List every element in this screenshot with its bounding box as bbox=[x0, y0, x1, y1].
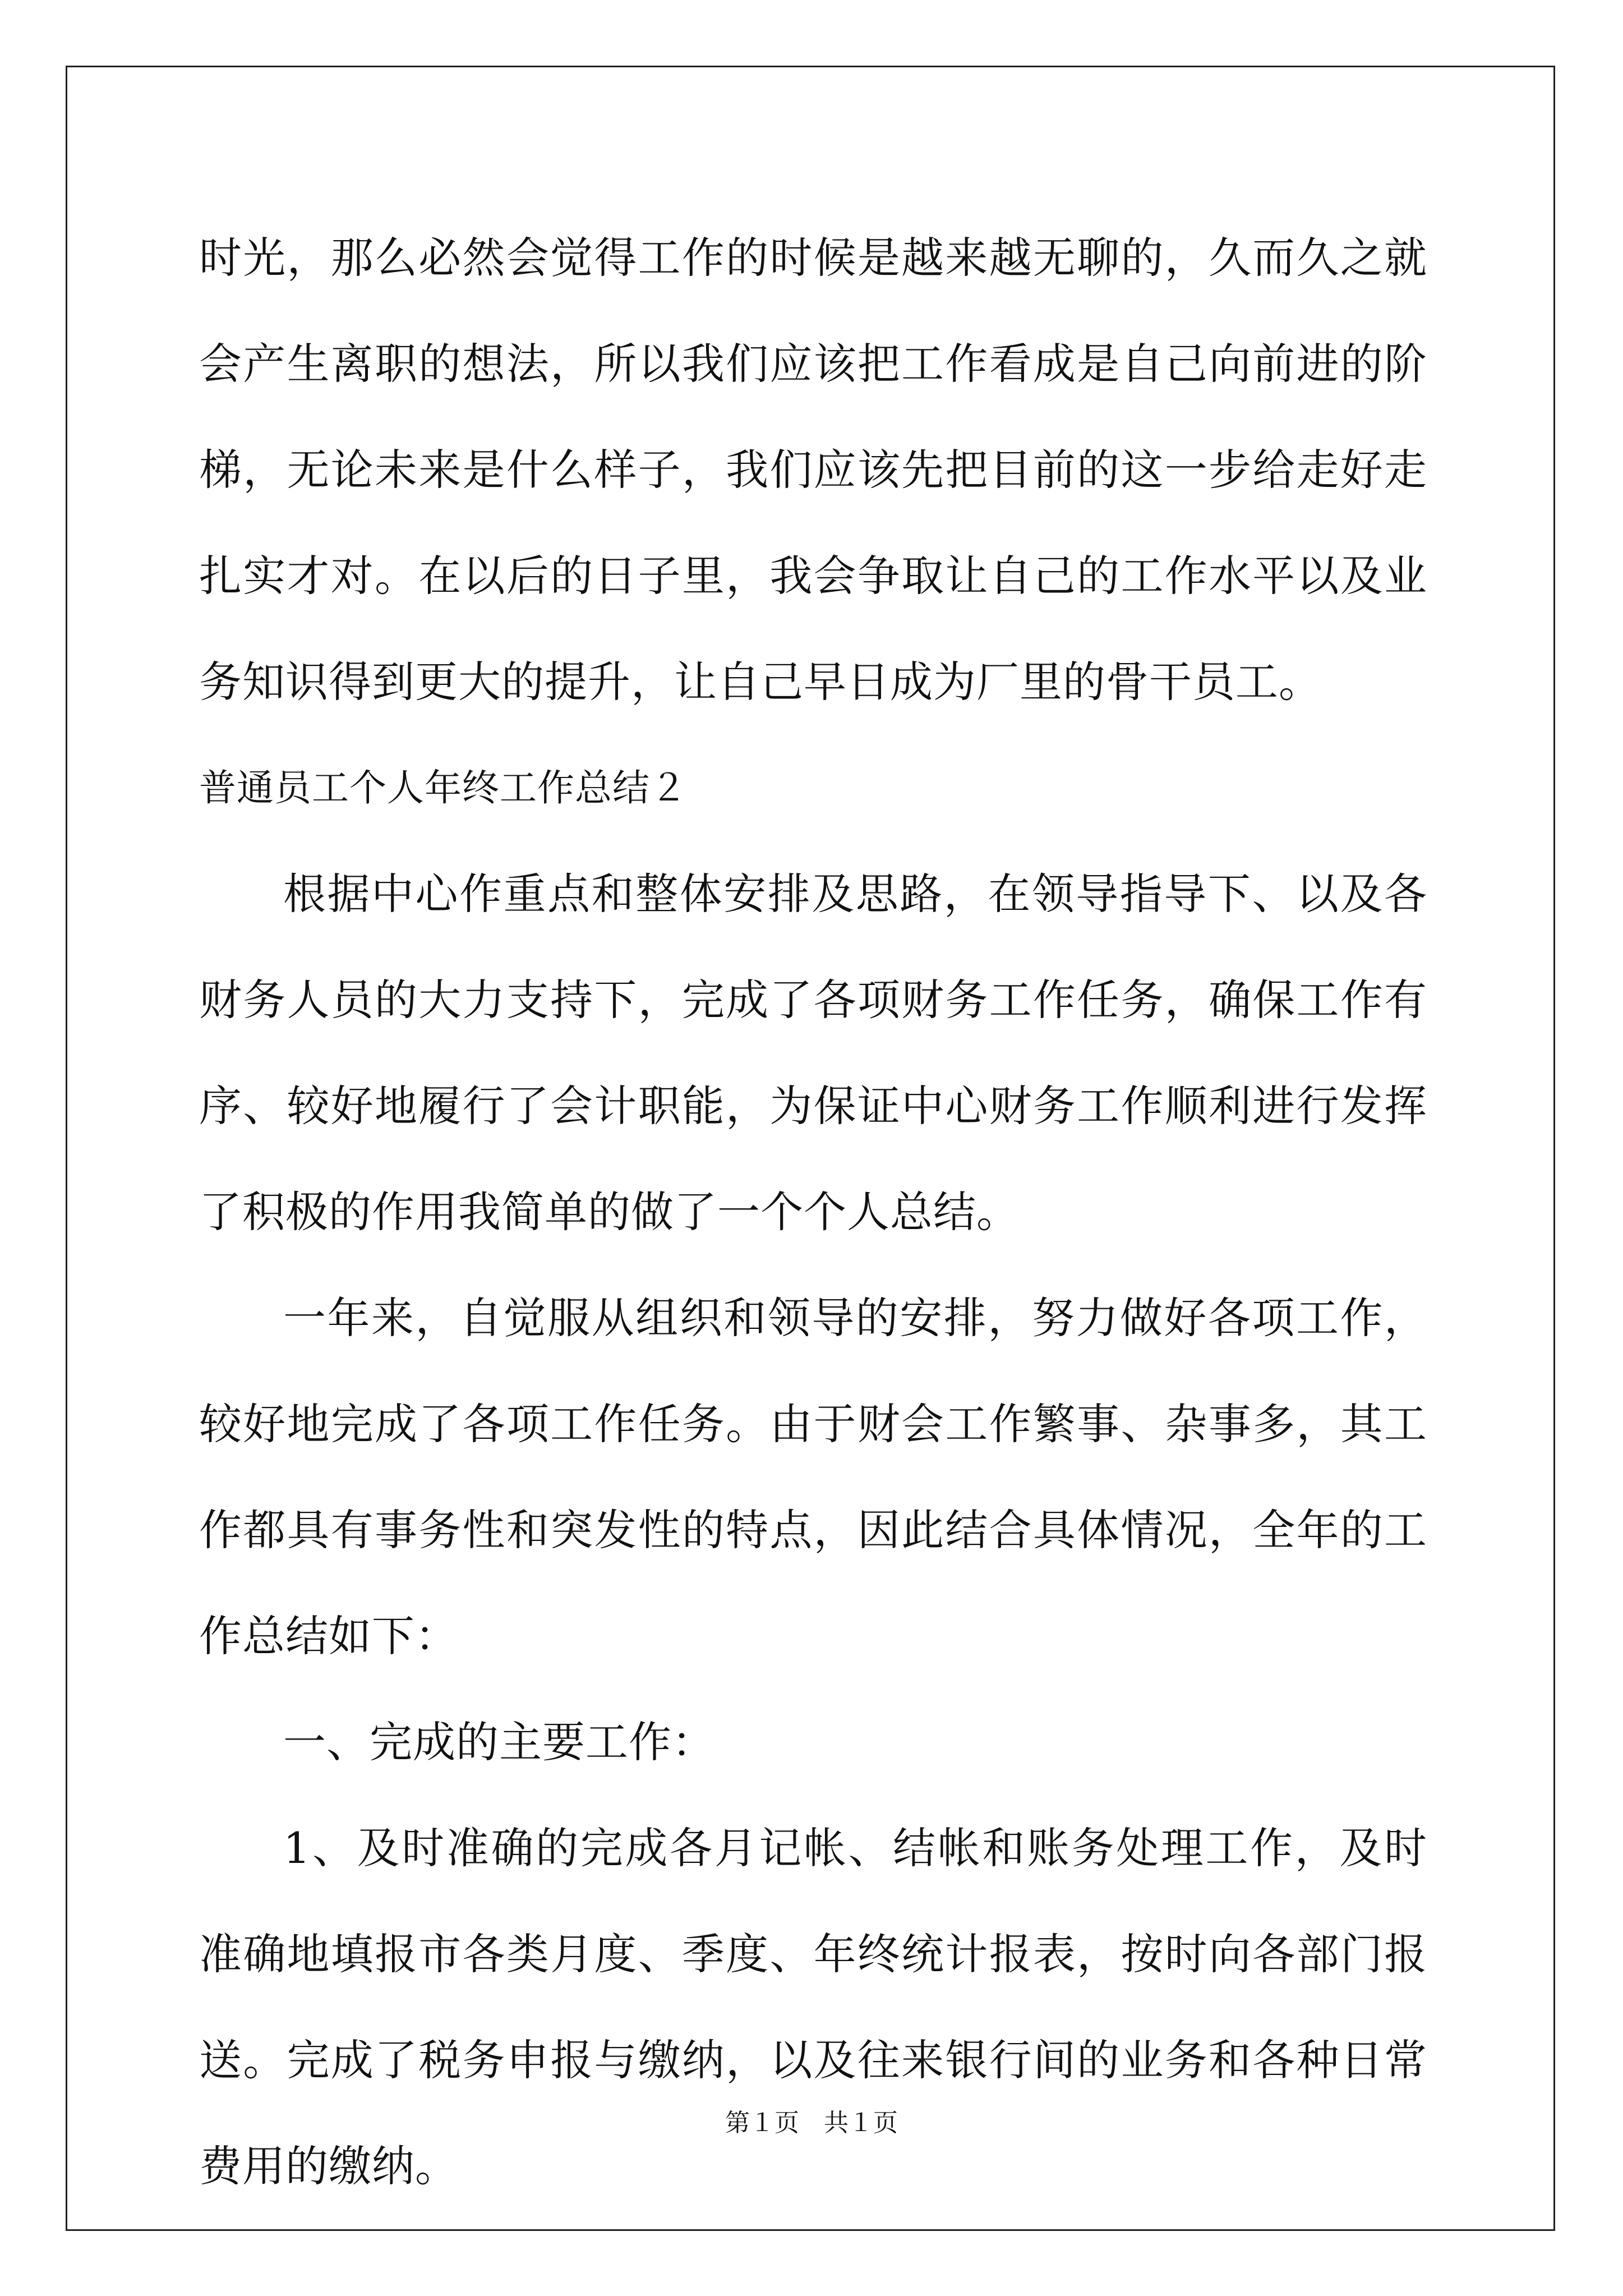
document-body bbox=[199, 205, 1427, 2219]
subheading-main-work: 一、完成的主要工作： bbox=[283, 1717, 715, 1767]
paragraph-intro: 根据中心作重点和整体安排及思路，在领导指导下、以及各财务人员的大力支持下，完成了各项财务工作任务，确保工作有序、较好地履行了会计职能，为保证中心财务工作顺利进行发挥了积极的作用我简单的做了一个个人总结。 bbox=[199, 869, 1427, 1237]
paragraph-overview: 一年来，自觉服从组织和领导的安排，努力做好各项工作，较好地完成了各项工作任务。由于财会工作繁事、杂事多，其工作都具有事务性和突发性的特点，因此结合具体情况，全年的工作总结如下： bbox=[199, 1293, 1427, 1661]
page-number-footer: 第１页 共１页 bbox=[725, 2109, 898, 2137]
paragraph-continued: 时光，那么必然会觉得工作的时候是越来越无聊的，久而久之就会产生离职的想法，所以我们应该把工作看成是自己向前进的阶梯，无论未来是什么样子，我们应该先把目前的这一步给走好走扎实才对。在以后的日子里，我会争取让自己的工作水平以及业务知识得到更大的提升，让自己早日成为厂里的骨干员工。 bbox=[199, 233, 1427, 707]
paragraph-item-1: 1、及时准确的完成各月记帐、结帐和账务处理工作，及时准确地填报市各类月度、季度、年终统计报表，按时向各部门报送。完成了税务申报与缴纳，以及往来银行间的业务和各种日常费用的缴纳。 bbox=[199, 1823, 1427, 2191]
section-heading: 普通员工个人年终工作总结２ bbox=[199, 766, 688, 809]
